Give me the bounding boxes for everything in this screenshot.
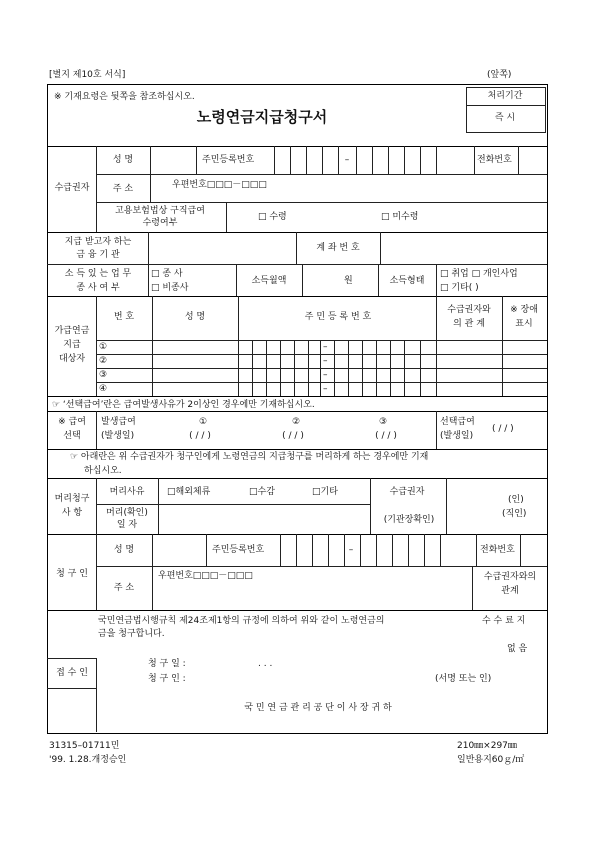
benefit-number: ② xyxy=(291,417,301,427)
proxy-section-label-2: 사 항 xyxy=(61,508,83,518)
fee-value: 없 음 xyxy=(507,644,528,654)
digit-box xyxy=(362,340,363,396)
disability-header-2: 표시 xyxy=(515,319,533,329)
rrn-dash: – xyxy=(348,545,354,555)
chosen-label-1: 선택급여 xyxy=(440,417,475,427)
benefit-number: ① xyxy=(198,417,208,427)
divider xyxy=(96,368,547,369)
divider xyxy=(436,296,437,396)
paper-size: 210㎜×297㎜ xyxy=(457,741,517,751)
divider xyxy=(518,146,519,174)
chosen-date: ( / / ) xyxy=(492,424,514,434)
proxy-note-1: ☞ 아래란은 위 수급권자가 청구인에게 노령연금의 지급청구를 머리하게 하는 경우에만 기재 xyxy=(70,452,429,462)
processing-label: 처리기간 xyxy=(487,91,523,101)
claimant-relation-label-2: 관계 xyxy=(501,586,519,596)
seal-mark: (인) xyxy=(508,495,524,505)
digit-box xyxy=(360,534,361,566)
digit-box xyxy=(306,146,307,174)
digit-box xyxy=(266,340,267,396)
rrn-dash: – xyxy=(323,370,328,380)
digit-box xyxy=(408,534,409,566)
page-side: (앞쪽) xyxy=(487,70,512,80)
recipient-address-label: 주 소 xyxy=(112,184,134,194)
divider xyxy=(96,534,97,610)
proxy-section-label-1: 머리청구 xyxy=(54,494,90,504)
divider xyxy=(47,534,547,535)
divider xyxy=(47,478,547,479)
divider xyxy=(296,232,297,264)
employment-label-1: 고용보험법상 구직급여 xyxy=(115,206,205,216)
signature-mark: (서명 또는 인) xyxy=(435,674,492,684)
digit-box xyxy=(280,340,281,396)
digit-box xyxy=(252,340,253,396)
digit-box xyxy=(334,340,335,396)
digit-box xyxy=(294,340,295,396)
divider xyxy=(47,610,547,611)
divider xyxy=(152,296,153,396)
selection-label-1: ※ 급여 xyxy=(58,417,86,427)
receipt-stamp-label: 접 수 인 xyxy=(56,668,88,678)
option-not-engaged[interactable]: □ 비종사 xyxy=(151,283,189,293)
dependents-no-header: 번 호 xyxy=(113,312,135,322)
rrn-dash: – xyxy=(323,384,328,394)
divider xyxy=(47,411,547,412)
digit-box xyxy=(388,146,389,174)
digit-box xyxy=(338,146,339,174)
divider xyxy=(47,232,547,233)
digit-box xyxy=(390,340,391,396)
divider xyxy=(280,534,281,566)
chosen-label-2: (발생일) xyxy=(440,431,474,441)
digit-box xyxy=(328,534,329,566)
divider xyxy=(96,566,547,567)
divider xyxy=(474,146,475,174)
digit-box xyxy=(372,146,373,174)
claim-date-dots: . . . xyxy=(258,659,273,669)
option-abroad[interactable]: □해외체류 xyxy=(167,487,211,497)
divider xyxy=(238,296,239,396)
addressee: 국 민 연 금 관 리 공 단 이 사 장 귀 하 xyxy=(244,703,392,713)
digit-box xyxy=(404,340,405,396)
digit-box xyxy=(376,534,377,566)
divider xyxy=(152,534,153,610)
digit-box xyxy=(296,534,297,566)
benefit-number: ③ xyxy=(378,417,388,427)
divider xyxy=(520,534,521,566)
digit-box xyxy=(356,146,357,174)
monthly-income-label: 소득월액 xyxy=(251,276,287,286)
divider xyxy=(47,264,547,265)
digit-box xyxy=(376,340,377,396)
dependents-label-2: 지급 xyxy=(63,340,81,350)
approval-date: '99. 1.28.개정승인 xyxy=(49,755,127,765)
recipient-name-label: 성 명 xyxy=(112,155,134,165)
row-number: ① xyxy=(99,342,108,352)
divider xyxy=(466,105,545,106)
agency-confirm-label: (기관장확인) xyxy=(383,515,435,525)
dependents-rrn-header: 주 민 등 록 번 호 xyxy=(304,312,372,322)
account-label: 계 좌 번 호 xyxy=(316,243,360,253)
divider xyxy=(274,146,275,174)
digit-box xyxy=(420,340,421,396)
row-number: ③ xyxy=(99,370,108,380)
divider xyxy=(96,202,547,203)
benefit-date: ( / / ) xyxy=(282,431,304,441)
job-label-2: 종 사 여 부 xyxy=(76,283,120,293)
divider xyxy=(96,296,97,396)
option-prison[interactable]: □수감 xyxy=(249,487,275,497)
divider xyxy=(378,264,379,296)
statement-line-2: 금을 청구합니다. xyxy=(98,629,165,639)
digit-box xyxy=(290,146,291,174)
row-number: ② xyxy=(99,356,108,366)
recipient-phone-label: 전화번호 xyxy=(477,155,512,165)
divider xyxy=(476,534,477,566)
proxy-recipient-label: 수급권자 xyxy=(389,487,425,497)
divider xyxy=(206,534,207,566)
claimant-postal: 우편번호□□□－□□□ xyxy=(158,571,253,581)
digit-box xyxy=(344,534,345,566)
form-code: 31315–01711민 xyxy=(49,741,120,751)
digit-box xyxy=(424,534,425,566)
claimant-rrn-label: 주민등록번호 xyxy=(212,545,265,555)
employment-label-2: 수령여부 xyxy=(142,218,178,228)
relation-header-2: 의 관 계 xyxy=(453,319,485,329)
job-label-1: 소 득 있 는 업 무 xyxy=(64,269,132,279)
digit-box xyxy=(404,146,405,174)
divider xyxy=(47,146,547,147)
income-type-option-1[interactable]: □ 취업 □ 개인사업 xyxy=(440,269,518,279)
form-title: 노령연금지급청구서 xyxy=(196,108,328,126)
divider xyxy=(47,449,547,450)
divider xyxy=(47,396,547,397)
select-note: ☞ ‘선택급여’란은 급여발생사유가 2이상인 경우에만 기재하십시오. xyxy=(52,400,315,410)
divider xyxy=(96,174,547,175)
digit-box xyxy=(348,340,349,396)
income-type-label: 소득형태 xyxy=(389,276,425,286)
recipient-section-label: 수급권자 xyxy=(54,183,90,193)
digit-box xyxy=(322,146,323,174)
divider xyxy=(446,478,447,534)
divider xyxy=(436,264,437,296)
divider xyxy=(47,296,547,297)
divider xyxy=(47,658,96,659)
digit-box xyxy=(308,340,309,396)
recipient-rrn-label: 주민등록번호 xyxy=(202,155,255,165)
institution-label-2: 금 융 기 관 xyxy=(76,250,120,260)
income-type-option-2[interactable]: □ 기타( ) xyxy=(440,283,479,293)
claimant-relation-label-1: 수급권자와의 xyxy=(483,572,537,582)
divider xyxy=(236,264,237,296)
option-engaged[interactable]: □ 종 사 xyxy=(151,269,183,279)
option-received[interactable]: □ 수령 xyxy=(258,212,287,222)
divider xyxy=(96,658,97,732)
processing-value: 즉 시 xyxy=(494,113,516,123)
proxy-reason-label: 머리사유 xyxy=(109,487,145,497)
proxy-note-2: 하십시오. xyxy=(84,466,122,476)
divider xyxy=(96,146,97,232)
digit-box xyxy=(320,340,321,396)
rrn-dash: – xyxy=(323,342,328,352)
digit-box xyxy=(392,534,393,566)
occurrence-label-2: (발생일) xyxy=(101,431,135,441)
claimant-name-label: 성 명 xyxy=(113,545,135,555)
benefit-date: ( / / ) xyxy=(189,431,211,441)
proxy-date-label-2: 일 자 xyxy=(116,520,138,530)
option-other[interactable]: □기타 xyxy=(312,487,338,497)
divider xyxy=(47,688,96,689)
divider xyxy=(96,411,97,449)
divider xyxy=(96,340,547,341)
selection-label-2: 선택 xyxy=(63,431,81,441)
dependents-label-1: 가급연금 xyxy=(54,326,90,336)
row-number: ④ xyxy=(99,384,108,394)
paper-weight: 일반용지60ｇ/㎡ xyxy=(457,755,525,765)
institution-label-1: 지급 받고자 하는 xyxy=(64,237,132,247)
digit-box xyxy=(436,146,437,174)
relation-header-1: 수급권자와 xyxy=(447,305,491,315)
rrn-dash: – xyxy=(344,155,350,165)
proxy-date-label-1: 머리(확인) xyxy=(106,508,148,518)
claimant-address-label: 주 소 xyxy=(113,583,135,593)
won-unit: 원 xyxy=(344,276,353,286)
divider xyxy=(196,146,197,174)
divider xyxy=(96,478,97,534)
option-not-received[interactable]: □ 미수령 xyxy=(381,212,419,222)
dependents-name-header: 성 명 xyxy=(184,312,206,322)
divider xyxy=(96,354,547,355)
official-seal-mark: (직인) xyxy=(502,509,527,519)
benefit-date: ( / / ) xyxy=(375,431,397,441)
fee-label: 수 수 료 지 xyxy=(482,616,526,626)
claimant-phone-label: 전화번호 xyxy=(480,545,515,555)
digit-box xyxy=(440,534,441,566)
divider xyxy=(302,264,303,296)
claimant-sign-label: 청 구 인 : xyxy=(148,674,186,684)
claimant-section-label: 청 구 인 xyxy=(56,569,88,579)
divider xyxy=(370,478,371,534)
digit-box xyxy=(312,534,313,566)
divider xyxy=(226,202,227,232)
occurrence-label-1: 발생급여 xyxy=(101,417,136,427)
instructions-note: ※ 기재요령은 뒷쪽을 참조하십시오. xyxy=(54,92,195,102)
rrn-dash: – xyxy=(323,356,328,366)
dependents-label-3: 대상자 xyxy=(58,354,86,364)
digit-box xyxy=(420,146,421,174)
disability-header-1: ※ 장애 xyxy=(510,305,538,315)
divider xyxy=(96,504,370,505)
claim-date-label: 청 구 일 : xyxy=(148,659,186,669)
divider xyxy=(96,382,547,383)
divider xyxy=(158,478,159,534)
divider xyxy=(380,232,381,264)
divider xyxy=(502,296,503,396)
statement-line-1: 국민연금법시행규칙 제24조제1항의 규정에 의하여 위와 같이 노령연금의 xyxy=(98,616,385,626)
recipient-postal: 우편번호□□□－□□□ xyxy=(172,180,267,190)
divider xyxy=(472,566,473,610)
divider xyxy=(436,411,437,449)
form-number: [별지 제10호 서식] xyxy=(49,70,126,80)
